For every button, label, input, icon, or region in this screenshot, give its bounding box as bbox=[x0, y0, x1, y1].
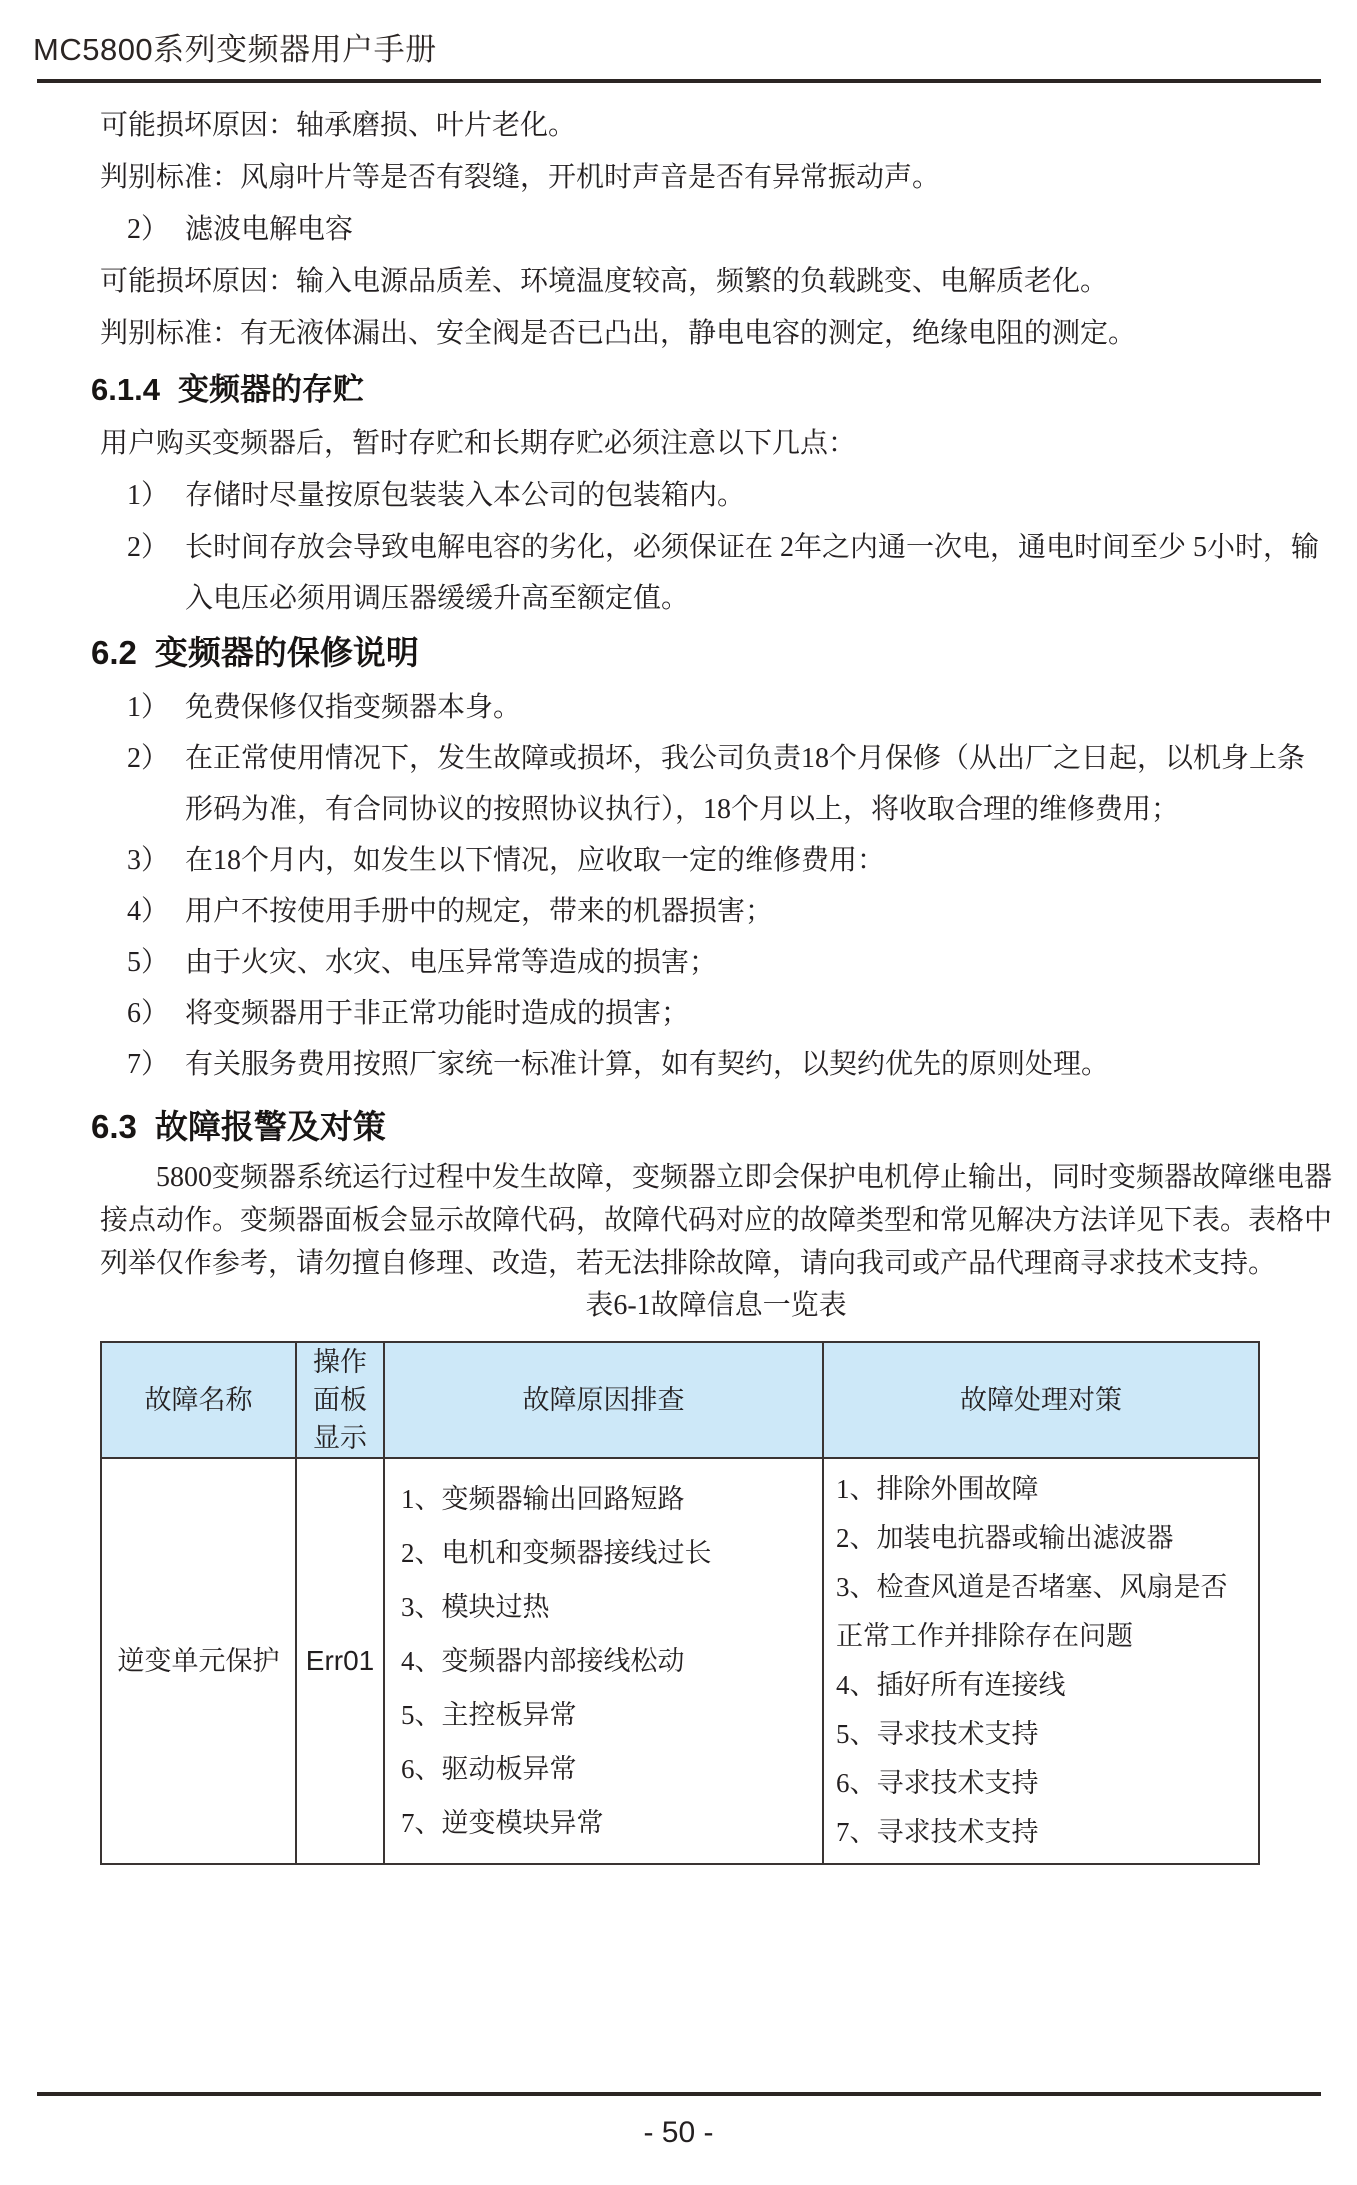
solution-line: 4、插好所有连接线 bbox=[836, 1670, 1066, 1700]
heading-number: 6.2 bbox=[91, 634, 137, 671]
storage-item bbox=[100, 470, 1332, 522]
storage-item bbox=[100, 522, 1332, 624]
cause-line: 1、变频器输出回路短路 bbox=[401, 1484, 685, 1514]
col-header-fault-name: 故障名称 bbox=[101, 1342, 296, 1458]
list-text: 在18个月内，如发生以下情况，应收取一定的维修费用： bbox=[185, 845, 886, 876]
header-rule bbox=[37, 79, 1321, 83]
storage-intro: 用户购买变频器后，暂时存贮和长期存贮必须注意以下几点： bbox=[100, 428, 857, 459]
fault-info-table bbox=[100, 1341, 1260, 1865]
list-text: 由于火灾、水灾、电压异常等造成的损害； bbox=[185, 947, 718, 978]
faults-paragraph: 5800变频器系统运行过程中发生故障，变频器立即会保护电机停止输出，同时变频器故障继电器接点动作。变频器面板会显示故障代码，故障代码对应的故障类型和常见解决方法详见下表。表格中列举仅作参考，请勿擅自修理、改造，若无法排除故障，请向我司或产品代理商寻求技术支持。 bbox=[100, 1162, 1333, 1279]
heading-title: 故障报警及对策 bbox=[154, 1108, 386, 1145]
list-number: 1） bbox=[127, 480, 170, 511]
warranty-item bbox=[100, 733, 1332, 835]
solution-line: 5、寻求技术支持 bbox=[836, 1719, 1039, 1749]
warranty-item bbox=[100, 937, 1332, 988]
solutions-cell bbox=[823, 1458, 1259, 1864]
warranty-item bbox=[100, 682, 1332, 733]
warranty-item bbox=[100, 988, 1332, 1039]
page-content bbox=[91, 100, 1333, 1865]
capacitor-damage-cause: 可能损坏原因：输入电源品质差、环境温度较高，频繁的负载跳变、电解质老化。 bbox=[100, 266, 1109, 297]
list-number: 5） bbox=[127, 947, 170, 978]
causes-cell bbox=[384, 1458, 823, 1864]
fan-criteria: 判别标准：风扇叶片等是否有裂缝，开机时声音是否有异常振动声。 bbox=[100, 162, 941, 193]
solution-line: 7、寻求技术支持 bbox=[836, 1817, 1039, 1847]
panel-display-cell: Err01 bbox=[296, 1458, 384, 1864]
table-caption: 表6-1故障信息一览表 bbox=[585, 1290, 847, 1321]
col-header-cause-check: 故障原因排查 bbox=[384, 1342, 823, 1458]
page-header-title: MC5800系列变频器用户手册 bbox=[33, 32, 437, 67]
list-text: 免费保修仅指变频器本身。 bbox=[185, 692, 522, 723]
cause-line: 3、模块过热 bbox=[401, 1592, 550, 1622]
list-text: 在正常使用情况下，发生故障或损坏，我公司负责18个月保修（从出厂之日起，以机身上条形码为准，有合同协议的按照协议执行），18个月以上，将收取合理的维修费用； bbox=[185, 743, 1306, 825]
list-number: 3） bbox=[127, 845, 170, 876]
list-number: 7） bbox=[127, 1049, 170, 1080]
list-item-filter-capacitor bbox=[100, 204, 1332, 256]
list-text: 用户不按使用手册中的规定，带来的机器损害； bbox=[185, 896, 774, 927]
solution-line: 1、排除外围故障 bbox=[836, 1474, 1039, 1504]
list-text: 将变频器用于非正常功能时造成的损害； bbox=[185, 998, 690, 1029]
heading-title: 变频器的存贮 bbox=[177, 372, 364, 407]
list-number: 4） bbox=[127, 896, 170, 927]
section-heading-storage bbox=[91, 362, 1332, 418]
capacitor-criteria: 判别标准：有无液体漏出、安全阀是否已凸出，静电电容的测定，绝缘电阻的测定。 bbox=[100, 318, 1137, 349]
list-text: 长时间存放会导致电解电容的劣化，必须保证在 2年之内通一次电，通电时间至少 5小时，输入电压必须用调压器缓缓升高至额定值。 bbox=[185, 532, 1320, 614]
solution-line: 3、检查风道是否堵塞、风扇是否正常工作并排除存在问题 bbox=[836, 1572, 1228, 1651]
list-text: 存储时尽量按原包装装入本公司的包装箱内。 bbox=[185, 480, 746, 511]
warranty-item bbox=[100, 886, 1332, 937]
solution-line: 2、加装电抗器或输出滤波器 bbox=[836, 1523, 1174, 1553]
solution-line: 6、寻求技术支持 bbox=[836, 1768, 1039, 1798]
table-row bbox=[101, 1458, 1259, 1864]
section-heading-faults bbox=[91, 1098, 1332, 1156]
col-header-panel-display: 操作面板显示 bbox=[296, 1342, 384, 1458]
fan-damage-cause: 可能损坏原因：轴承磨损、叶片老化。 bbox=[100, 110, 577, 141]
list-text: 有关服务费用按照厂家统一标准计算，如有契约，以契约优先的原则处理。 bbox=[185, 1049, 1110, 1080]
warranty-item bbox=[100, 1039, 1332, 1090]
cause-line: 4、变频器内部接线松动 bbox=[401, 1646, 685, 1676]
heading-number: 6.3 bbox=[91, 1108, 137, 1145]
heading-number: 6.1.4 bbox=[91, 372, 160, 407]
cause-line: 7、逆变模块异常 bbox=[401, 1808, 604, 1838]
heading-title: 变频器的保修说明 bbox=[154, 634, 419, 671]
section-heading-warranty bbox=[91, 624, 1332, 682]
list-text: 滤波电解电容 bbox=[185, 214, 354, 245]
list-number: 2） bbox=[127, 743, 170, 774]
list-number: 1） bbox=[127, 692, 170, 723]
warranty-item bbox=[100, 835, 1332, 886]
cause-line: 5、主控板异常 bbox=[401, 1700, 577, 1730]
cause-line: 6、驱动板异常 bbox=[401, 1754, 577, 1784]
table-header-row bbox=[101, 1342, 1259, 1458]
page-number: - 50 - bbox=[643, 2116, 714, 2149]
col-header-solution: 故障处理对策 bbox=[823, 1342, 1259, 1458]
list-number: 6） bbox=[127, 998, 170, 1029]
list-number: 2） bbox=[127, 532, 170, 563]
footer-rule bbox=[37, 2092, 1321, 2096]
cause-line: 2、电机和变频器接线过长 bbox=[401, 1538, 712, 1568]
fault-name-cell: 逆变单元保护 bbox=[101, 1458, 296, 1864]
list-number: 2） bbox=[127, 214, 170, 245]
